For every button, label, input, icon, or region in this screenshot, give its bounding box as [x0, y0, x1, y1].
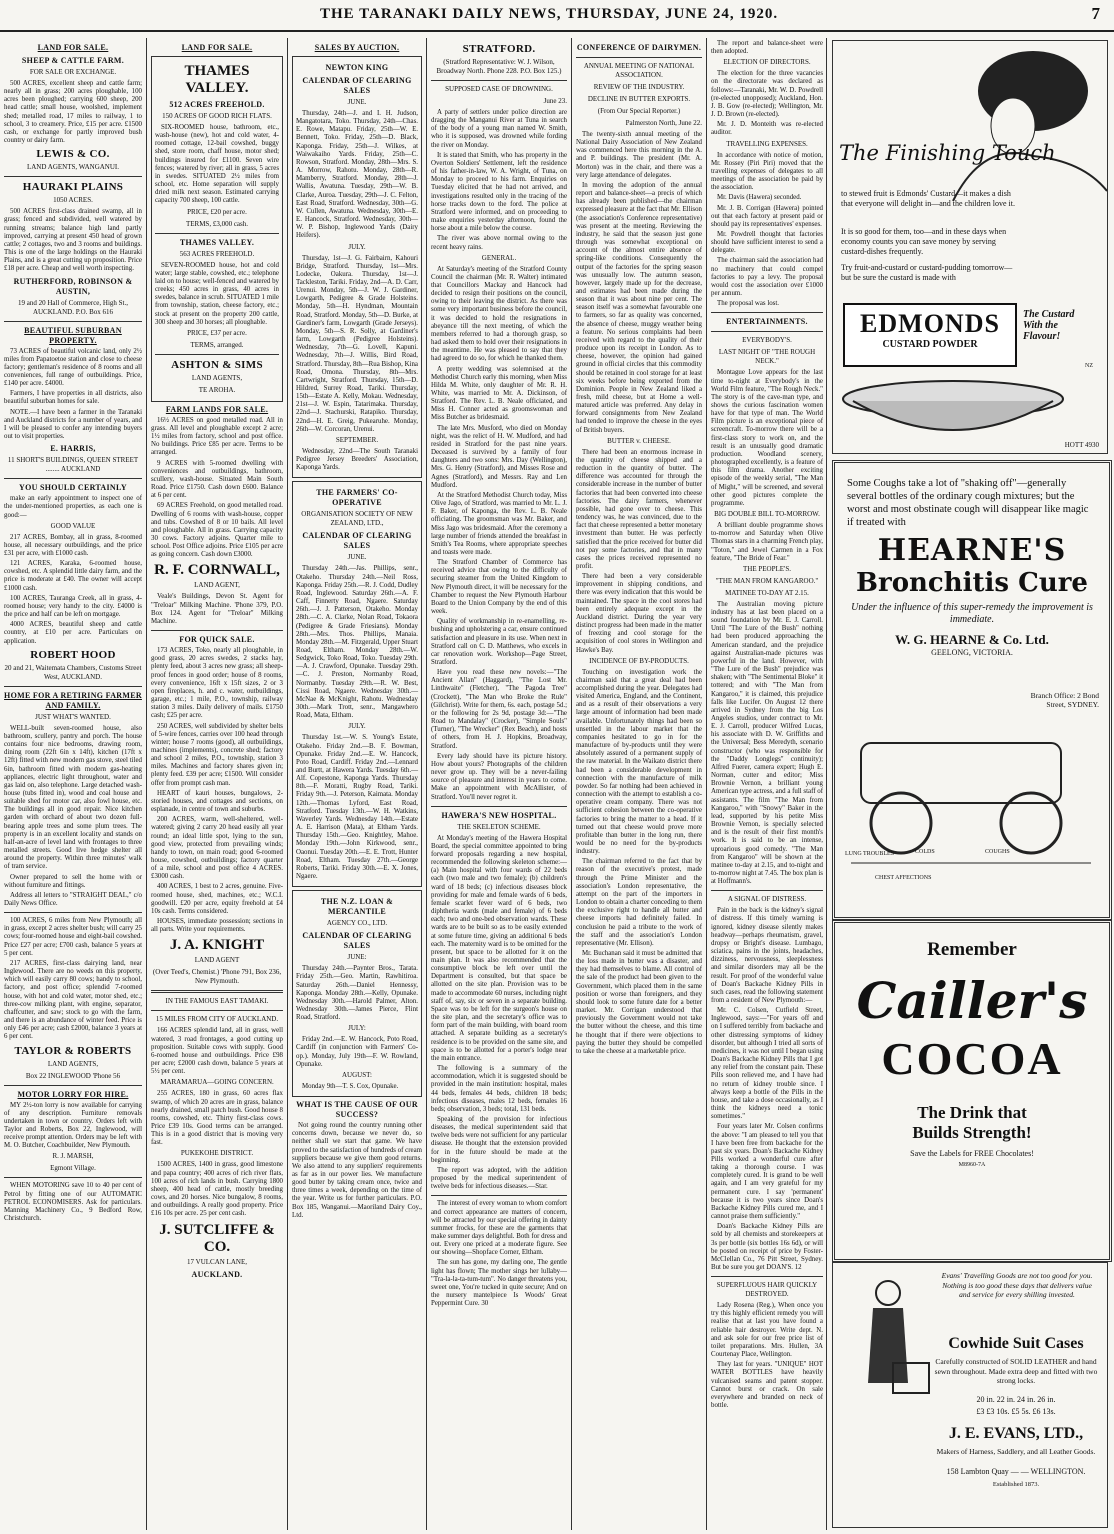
listing: 100 ACRES, Tauranga Creek, all in grass, 4-roomed house; very handy to the city. £4000 is the price and half can be left on mortgage. [4, 594, 142, 619]
ad-headline: The Finishing Touch [839, 141, 1056, 165]
hearne-advert [832, 460, 1112, 920]
ad-subheading: JUST WHAT'S WANTED. [35, 712, 111, 721]
sales-list: Thursday, 24th—J. and I. H. Judson, Mangatotara, Toko. Thursday, 24th—Chas. E. Rowe, Matapu. Friday, 25th—W. E. Bennett, Toko. Friday, 25th—D. Black, Kaponga. Friday, 25th—J. Wilkes, at Waiwakaiho Yards. Friday, 25th—C. Rowson, Stratford. Monday, 28th—Mrs. S. A. Morrow, Rahotu. Monday, 28th—R. Mamberry, Stratford. Monday, 28th—J. Wallis, Awatuna. Tuesday, 29th—W. B. Clarke, Auroa. Tuesday, 29th—J. C. Felton, East Road, Stratford. Wednesday, 30th—G. W. Cullen, Awatuna. Wednesday, 30th—E. E. Hancock, Stratford. Wednesday, 30th—W. P. Bishop, Inglewood Yards (Dairy Heifers). [296, 110, 418, 240]
ad-body: Farmers, I have properties in all districts, also beautiful suburban homes for sale. [4, 390, 142, 406]
paragraph: A brilliant double programme shows to-morrow and Saturday when Olive Thomas stars in a charming French play, "Toton," and Jewel Carmen in a Fox feature, "The Bride of Fear." [711, 522, 823, 562]
sales-list: Monday 9th—T. S. Cox, Opunake. [302, 1082, 399, 1090]
paragraph: It is stated that Smith, who has property in the Overton Soldiers' Settlement, left the residence of his father-in-law, W. A. Wright, of Tuna, on Monday to proceed to his farm. Enquiries on Tuesday elicited that he had not arrived, and investigations resulted only in the tracing of the horse tracks down to the ford. The police at Stratford were informed, and on proceeding to make enquiries yesterday afternoon, found the horse about a mile below the course. [431, 151, 567, 233]
auctioneer-sub: AGENCY CO., LTD. [326, 919, 388, 928]
calendar-heading: CALENDAR OF CLEARING SALES [302, 931, 412, 951]
terms: TERMS, £3,000 cash. [185, 219, 249, 228]
brand-name: Cailler's [856, 971, 1088, 1030]
calendar-heading: CALENDAR OF CLEARING SALES [302, 76, 412, 95]
illustration-label: COLDS [915, 849, 935, 855]
paragraph: The following is a summary of the accommodation, which it is suggested should be provided in the main institution: hospital, males 44 beds, females 44 beds, children 18 beds; infectious diseases, males 12 beds, females 16 beds; observation, 3 beds; total, 131 beds. [431, 1065, 567, 1113]
ad-tagline: The Custard With the Flavour! [1023, 309, 1075, 342]
ad-body: Carefully constructed of SOLID LEATHER and hand sewn throughout. Made extra deep and fitted with two strong locks. [934, 1357, 1098, 1385]
month-label: JUNE: [347, 953, 367, 962]
paragraph: The Australian moving picture industry has at last been placed on a sound foundation by Mr. E. J. Carroll. Until "The Lure of the Bush" nothing had been produced approaching the American standard, and the prejudice against Australian-made pictures was powerful in the land. However, with "The Lure of the Bush" prejudice was shaken; with "The Sentimental Bloke" it tottered; and with "The Man from Kangaroo," it is claimed, this prejudice falls like Lucifer. On August 12 there arrived in Sydney from the big Los Angeles studios, under contract to Mr. E. J. Carroll, producer Wilfred Lucas, his associate with D. W. Griffiths and the Universal; Bess Meredyth, scenario constructor (who was responsible for the "Daddy Longlegs" continuity); Alfred Fuerer, camera expert; Hugh E. Norman, cutter and editor; Miss Brownie Vernon, a brilliant young American type actress, and a full staff of assistants. The film "The Man from Kangaroo," with "Snowy" Baker in the lead, supported by his petite Miss Brownie Vernon, is specially selected and is the result of their first month's work. It is said to be an intense, uproarious good comedy. "The Man from Kangaroo" will be shown at the matinee to-day at 2.15, and to-night and to-morrow night at 7.45. The box plan is at Hoffmann's. [711, 600, 823, 886]
month-label: JULY: [348, 1024, 366, 1033]
ad-body: to stewed fruit is Edmonds' Custard—it makes a dish that everyone will delight in—and the children love it. [841, 189, 1015, 208]
agent-sub: 20 and 21, Waitemata Chambers, Customs Street West, AUCKLAND. [4, 663, 142, 681]
product-name: Bronchitis Cure [856, 568, 1088, 598]
price: PRICE, £37 per acre. [187, 328, 247, 337]
dateline: June 23. [543, 97, 567, 105]
ad-tagline: The Drink that [917, 1103, 1027, 1122]
terms: TERMS, arranged. [190, 340, 244, 349]
paragraph: Have you read these new novels:—"The Ancient Allan" (Haggard), "The Lost Mr. Linthwaite" (Fletcher), "The Pagoda Tree" (Crockett), "The Man who Broke the Rule" (Gilchrist). Write for them, 6s. each, postage 5d.; or the following for 2s 9d, postage 3d:—"The Road to Mandalay" (Crocker), "Simple Souls" (Turner), "The Wrecker" (Rex Beach), and hosts of others, from H. J. Hopkins, Broadway, Stratford. [431, 669, 567, 750]
ad-body: 500 ACRES first-class drained swamp, all in grass; fenced and subdivided, well watered by running streams; balance high land partly improved, carrying at present 450 head of grown cattle; 2 cottages, two and 3 rooms and buildings. This is one of the large holdings on the Hauraki Plains, and is a great cutting up proposition. Price £18 per acre. Cheap and well worth inspecting. [4, 208, 142, 273]
column-rule [571, 38, 572, 1530]
sales-list: Friday 2nd.—E. W. Hancock, Poto Road, Cardiff (in conjunction with Farmers' Co-op.). Monday, July 19th—F. W. Rowland, Opunake. [296, 1036, 418, 1068]
listing: 1500 ACRES, 1400 in grass, good limestone and papa country; 400 acres of rich river flats, 100 acres of rich lands in bush. Carrying 1800 sheep, 400 head of cattle, mostly breeding cows, and 20 horses. Nice bungalow, 8 rooms, and outbuildings. A really good property. Price £16 10s per acre. 25 per cent cash. [151, 1161, 283, 1218]
month-label: SEPTEMBER. [335, 435, 379, 444]
paragraph: Mr. Davis (Hawera) seconded. [717, 194, 802, 202]
sales-list: Thursday 1st.—W. S. Young's Estate, Otakeho. Friday 2nd.—B. F. Bowman, Opunake. Friday 2nd.—E. W. Hancock, Poto Road, Cardiff. Friday 2nd.—Lennard and Burtt, at Hawera Yards. Tuesday 6th.—Alf. Copestone, Kaponga Yards. Thursday 8th.—F. Moratti, Rugby Road, Tariki. Friday 9th.—J. Peterson, Kaimata. Monday 12th.—Thomas Lyford, East Road, Stratford. Tuesday 13th.—W. H. Watkins, Waverley Yards. Wednesday 14th.—Estate A. E. Harrison (Mata), at Eltham Yards. Thursday 15th.—Geo. Knightley, Mahoe. Monday 19th.—John Kirkwood, senr., Oaonui. Tuesday 20th.—E. E. Trott, Hunter Road, Eltham. Tuesday 27th.—George Roberts, Tariki. Friday 30th.—E. X. Jones, Ngaere. [296, 734, 418, 881]
company-name: W. G. HEARNE & Co. Ltd. [895, 632, 1049, 647]
agent-name: R. F. CORNWALL, [154, 562, 280, 579]
paragraph: Mr. C. Colsen, Cutfield Street, Inglewood, says:—"For years off and on I suffered terribly from backache and other distressing symptoms of kidney disorder, but although I tried all sorts of medicines, it was not until I began using Doan's Backache Kidney Pills that I got any relief from the constant pain. These Pills soon relieved me, and I have had no return of kidney trouble since. I always keep a bottle of the Pills in the house, and take a dose occasionally, as I think the kidneys need a tonic sometimes." [711, 1007, 823, 1121]
branch-office: Branch Office: 2 Bond Street, SYDNEY. [1030, 691, 1099, 709]
article-subheading: ANNUAL MEETING OF NATIONAL ASSOCIATION. [583, 62, 695, 79]
paragraph: At Monday's meeting of the Hawera Hospital Board, the special committee appointed to bring forward proposals regarding a new hospital, recommended the following skeleton scheme:—(a) Main hospital with four wards of 22 beds each (two male and two female); (b) children's ward of 18 beds; (c) infectious diseases block providing for male and female wards of 6 beds, female scarlet fever ward of 6 beds, two diphtheria wards (male and female) of 6 beds each; two and one-bed observation wards. These wards are to be built so as to be easily extended at some future time, giving an additional 6 beds each. The maternity ward is to be omitted for the present, but space to be allotted for it on the main plan. It was also recommended that the consumptive block be left over until the Department is consulted, but that space be allotted on the site plan. Provision was to be made to accommodate 60 nurses, including night staff of, say, six or seven in a separate building. Space was to be left for the surgeon's house on the site plan, and the secretary's office was to form part of the main building, with board room attached. A separate building as a secretary's residence is to be provided on the same site, and space is to be allotted for a porter's lodge near the main entrance. [431, 834, 567, 1062]
ad-heading: THAMES VALLEY. [184, 63, 250, 96]
edmonds-advert [832, 40, 1108, 454]
paragraph: The Stratford Chamber of Commerce has received advice that owing to the difficulty of securing steamer from the United Kingdom to New Plymouth direct, it will be necessary for the Chamber to request the New Plymouth Harbour Board to the Union Company by the end of this week. [431, 559, 567, 616]
edmonds-box [843, 303, 1017, 367]
agent-sub: LAND AGENT, [194, 581, 240, 590]
month-label: JULY. [348, 242, 366, 251]
paragraph: The late Mrs. Musford, who died on Monday night, was the relict of H. W. Mudford, and had resided in Stratford for the past nine years. Deceased is survived by a family of four daughters and two sons: Mrs. Day (Wellington), Mrs. G. Henry (Stratford), and Misses Rose and Agnes (Stratford), and Messrs. Ray and Len Mudford. [431, 424, 567, 489]
article-subheading: LAST NIGHT OF "THE ROUGH NECK." [718, 348, 816, 366]
ad-tagline: Builds Strength! [912, 1123, 1032, 1142]
month-label: JUNE. [347, 98, 367, 106]
ad-subheading: 1050 ACRES. [53, 196, 93, 205]
article-subheading: BIG DOUBLE BILL TO-MORROW. [714, 510, 820, 519]
company-name: J. E. EVANS, LTD., [948, 1425, 1084, 1442]
month-label: AUGUST: [342, 1070, 372, 1079]
paragraph: The proposal was lost. [717, 300, 780, 308]
article-heading: HAWERA'S NEW HOSPITAL. [441, 810, 557, 820]
cailler-cocoa-advert [832, 920, 1112, 1262]
ad-body: It is so good for them, too—and in these days when economy counts you can save money by serving custard-dishes frequently. [841, 227, 1007, 256]
agent-name: ASHTON & SIMS [171, 358, 263, 371]
section-heading: LAND FOR SALE. [181, 43, 253, 52]
ad-subheading: GOOD VALUE [50, 521, 96, 530]
listing: 16½ ACRES on good metalled road. All in grass. All level and ploughable except 2 acre; 1½ miles from factory, school and post office. No buildings. Price £85 per acre. Terms to be arranged. [151, 416, 283, 457]
listing: 250 ACRES, well subdivided by shelter belts of 5-wire fences, carries over 100 head through winter; house 7 rooms (good), all outbuildings, machines (implements), concrete shed; factory and school 2 miles, P.O., township, station 3 miles. Machines and factory shares given in; plenty feed. £39 per acre; £1500. Will consider offer from prompt cash man. [151, 722, 283, 787]
agent-sub: LAND AGENT [194, 956, 240, 965]
auctioneer-name: THE N.Z. LOAN & MERCANTILE [320, 897, 394, 917]
listing: 255 ACRES, 180 in grass, 60 acres flax swamp, of which 20 acres are in grass, balance nearly drained, small patch bush. Good house 8 rooms, cowshed, etc. Thirty first-class cows. Price £39 10s. Good terms can be arranged. This is in a good district that is moving very fast. [151, 1090, 283, 1147]
paragraph: The report was adopted, with the addition proposed by the medical superintendent of twelve beds for infectious diseases.—Star. [431, 1166, 567, 1191]
auctioneer-sub: ORGANISATION SOCIETY OF NEW ZEALAND, LTD., [301, 510, 413, 528]
month-label: JULY. [348, 722, 366, 731]
article-subheading: A SIGNAL OF DISTRESS. [727, 895, 807, 904]
illustration-label: CHEST AFFECTIONS [875, 875, 932, 881]
ad-body: MY 2½-ton lorry is now available for carrying of any description. Furniture removals undertaken in town or country. Orders left with Taylor and Roberts, Box 22, Inglewood, will receive prompt attention. Orders may be left with M. O. Butcher, Coachbuilder, New Plymouth. [4, 1101, 142, 1150]
paragraph: The interest of every woman to whom comfort and correct appearance are matters of concern, will be attracted by our special offering in dainty summer frocks, for these are the garments that make summer days delightful. Both for dress and out. Every one priced at a moderate figure. See our showing—Shopface Corner, Eltham. [431, 1200, 567, 1257]
agent-sub: Egmont Village. [50, 1164, 96, 1173]
agent-name: E. HARRIS, [50, 444, 96, 454]
article-subheading: ELECTION OF DIRECTORS. [723, 58, 811, 67]
agent-sub: TE AROHA. [198, 385, 236, 394]
motor-car-illustration-icon [841, 713, 1101, 883]
column-rule [287, 38, 288, 1530]
byline: (Stratford Representative: W. J. Wilson, Broadway North. Phone 228. P.O. Box 125.) [436, 58, 562, 75]
paragraph: In accordance with notice of motion, Mr. Rossey (Piri Piri) moved that the travelling expenses of delegates to all meetings of the association be paid by the association. [711, 151, 823, 192]
auctioneer-name: THE FARMERS' CO-OPERATIVE [316, 488, 398, 508]
listing: 9 ACRES with 5-roomed dwelling with conveniences and outbuildings, bathroom, scullery, wash-house. Situated Main South Road. Price £1750. Cash down £600. Balance at 6 per cent. [151, 459, 283, 500]
ad-heading: MOTOR LORRY FOR HIRE. [17, 1089, 129, 1099]
ad-heading: HOME FOR A RETIRING FARMER AND FAMILY. [4, 690, 142, 710]
ad-body: Address all letters to "STRAIGHT DEAL," c/o Daily News Office. [4, 891, 142, 907]
article-heading: CONFERENCE OF DAIRYMEN. [576, 43, 702, 52]
paragraph: In moving the adoption of the annual report and balance-sheet—a precis of which has already been published—the chairman expressed pleasure at the fact that Mr. Ellison (the association's Conference representative) was present at the meeting. Reviewing the industry, he said that the season just gone through was somewhat exceptional on account of the almost entire absence of spring-like conditions. Consequently the output of the factories for the spring season was unusually low. The autumn season, however, largely made up for the decrease, and estimates had been made during the season that it was about nine per cent. The season itself was a somewhat favourable one to farmers, so far as quality was concerned, the absence of cheese, muggy weather being a feature. No serious complaints had been received with regard to the quality of their produce upon its receipt in London. As to cheese, however, the opinion had gained ground in official circles that this commodity should be retained in cool storage for at least six weeks before being exported from the Dominion. People in New Zealand liked a fresh, mild cheese, but at Home a well-matured article was preferred. Any delay in forward consignments from New Zealand had tended to improve the cheese in the eyes of British buyers. [576, 181, 702, 434]
column-rule [706, 38, 707, 1530]
article-heading: STRATFORD. [462, 43, 536, 55]
ad-subheading: 15 MILES FROM CITY OF AUCKLAND. [155, 1015, 279, 1024]
ad-body: SEVEN-ROOMED house, hot and cold water; large stable, cowshed, etc.; telephone laid on to house; well-fenced and watered by creeks; 450 acres in grass, 40 acres in swedes, balance in scrub. SITUATED 1 mile from township, station, cheese factory, etc.; stock at present on the property 200 cattle, 300 sheep and 30 horses; all ploughable. [155, 261, 279, 326]
column-rule [426, 38, 427, 1530]
byline: (From Our Special Reporter.) [597, 107, 681, 115]
ad-body: Some Coughs take a lot of "shaking off"—generally several bottles of the ordinary cough mixtures; but the worst and most obstinate cough will disappear like magic if treated with [847, 478, 1089, 528]
ad-body: WELL-built seven-roomed house, also bathroom, scullery, pantry and porch. The house contains four nice bedrooms, drawing room, dining room (22ft 6in x 14ft), kitchen (17ft x 12ft) fitted with new modern gas stove, steel tiled 6in, bathroom fitted with modern gas-heating appliances, electric light throughout, water and gas laid on, also telephone. Large detached wash-house (tubs fitted in), wood and coal house and suitable shed for motor car, also fowl house, etc. The buildings all in good repair. Nice kitchen garden with orchard of about two dozen full-bearing apple trees and some plum trees. The property is in an excellent locality and stands on half-an-acre of level land with frontages to three metalled streets. Good live hedge shelter all around the property. Within three minutes' walk of tram service. [4, 724, 142, 871]
listing: 400 ACRES, 1 best to 2 acres, genuine. Five-roomed house, shed, machines, etc.; W.C.I. goodwill. £20 per acre, equity freehold at £4 10s cash. Terms considered. [151, 883, 283, 915]
agent-name: J. A. KNIGHT [169, 937, 265, 954]
traveller-illustration-icon [843, 1273, 933, 1423]
company-address: 158 Lambton Quay — — WELLINGTON. [946, 1467, 1086, 1476]
ad-body: Not going round the country running other concerns down, because we never do, so neither shall we start that game. We have proved to the satisfaction of hundreds of cream suppliers because we give them good returns. We also attend to any suppliers' requirements as far as in our power lies. We manufacture good butter by taking cream once, twice and three times a week, depending on the time of the year. Write us for further particulars. P.O. Box 185, Wanganui.—Maoriland Dairy Coy., Ltd. [292, 1122, 422, 1219]
evans-suitcase-advert [832, 1262, 1108, 1528]
paragraph: There had been a very considerable improvement in shipping conditions, and there was every indication that this would be maintained. The space in the cool stores had been entirely adequate except in the Auckland district. During the year very distinct progress had been made in the matter of freezing and cool storage for the acquisition of cool stores in Wellington and Hawke's Bay. [576, 573, 702, 654]
product-name: COCOA [881, 1033, 1063, 1084]
brand-sub: CUSTARD POWDER [882, 339, 978, 350]
ad-body: Veale's Buildings, Devon St. Agent for "Treloar" Milking Machine. 'Phone 379, P.O. Box 124. Agent for "Treloar" Milking Machine. [151, 593, 283, 625]
section-heading: SALES BY AUCTION. [314, 43, 400, 52]
ad-code: HOTT 4930 [1064, 441, 1099, 449]
ad-body: Owner prepared to sell the home with or without furniture and fittings. [4, 873, 142, 889]
paragraph: The chairman referred to the fact that by reason of the executive's protest, made through the Prime Minister and the association's London representative, the attempt on the part of the importers in London to obtain a charter conceding to them the exclusive right to handle all butter and cheese imports had definitely failed. In conclusion he paid a tribute to the work of the staff and the association's London representative (Mr. Ellison). [576, 858, 702, 947]
woman-illustration-icon [833, 41, 1107, 201]
listing: 173 ACRES, Toko, nearly all ploughable, in good grass, 20 acres swedes, 2 stacks hay, plenty feed, about 3 acres new grass; all sheep-proof fences in good order; house of 8 rooms, every convenience, 16ft x 15ft sizes, 2 or 3 open fireplaces, h. and c. water, outbuildings, garage, etc.; 1 mile, P.O., township, railway station 3 miles. Daily delivery of mails. £1750 cash; £25 per acre. [151, 647, 283, 720]
article-subheading: MATINEE TO-DAY AT 2.15. [725, 588, 809, 597]
paragraph: Mr. Powdrell thought that factories should have sufficient interest to send a delegate. [711, 230, 823, 255]
listing: HOUSES, immediate possession; sections in all parts. Write your requirements. [151, 918, 283, 934]
paragraph: The chairman said the association had no machinery that could compel factories to pay a levy. The proposal would cost the association over £1000 per annum. [711, 257, 823, 298]
paragraph: A party of settlers under police direction are dragging the Manganui River at Tuna in search of the body of a young man named W. Smith, who it is supposed, was drowned while fording the river on Monday. [431, 109, 567, 149]
section-heading: LAND FOR SALE. [37, 43, 109, 52]
ad-heading: BEAUTIFUL SUBURBAN PROPERTY. [24, 325, 122, 345]
ad-heading: FARM LANDS FOR SALE. [165, 404, 269, 414]
agent-name: LEWIS & CO. [36, 148, 110, 161]
article-subheading: BUTTER v. CHEESE. [607, 436, 671, 445]
article-subheading: GENERAL. [481, 253, 517, 262]
newspaper-title: THE TARANAKI DAILY NEWS, THURSDAY, JUNE 24, 1920. [320, 6, 779, 22]
auctioneer-name: NEWTON KING [325, 63, 389, 72]
listing: 121 ACRES, Karaka, 6-roomed house, cowshed, etc. A splendid little dairy farm, and the price is moderate at £40. The owner will accept £1000 cash. [4, 560, 142, 592]
paragraph: Mr. J. B. Corrigan (Hawera) pointed out that each factory at present paid or should pay its representatives' expenses. [711, 204, 823, 228]
ad-body: WHEN MOTORING save 10 to 40 per cent of Petrol by fitting one of our AUTOMATIC PETROL ECONOMISERS. Ask for particulars. Manning Machinery Co., 9 Bedford Row, Christchurch. [4, 1182, 142, 1223]
agent-sub: 19 and 20 Hall of Commerce, High St., AUCKLAND. P.O. Box 616 [17, 298, 129, 316]
ad-code: Established 1873. [992, 1481, 1040, 1488]
listing: 200 ACRES, warm, well-sheltered, well-watered; giving 2 carry 20 head easily all year round; an ideal little spot, lying to the sun, good view, protected from prevailing winds; handy to town, on main road; good 6-roomed house, cowshed, outbuildings; factory quarter of a mile, school and post office 4 ACRES. £3000 cash. [151, 816, 283, 881]
verse: The sun has gone, my darling one, The gentle light has flown; The mother sings her lullaby— "Tra-la-la-ta-tum-tum". No danger threatens you, sweet one, You're tucked in quite secure; And on the nursery mantelpiece Is Woods' Great Peppermint Cure. 30 [431, 1259, 567, 1308]
ad-subline: Under the influence of this super-remedy the improvement is immediate. [851, 602, 1093, 625]
paragraph: A pretty wedding was solemnised at the Methodist Church early this morning, when Miss Hilda M. White, only daughter of Mr. R. H. White, was married to Mr. A. Dickinson, of Stratford. The Rev. L. B. Neale officiated, and Miss H. Conner acted as groomswoman and Miss Butcher as bridesmaid. [431, 365, 567, 422]
article-subheading: EVERYBODY'S. [742, 336, 792, 345]
agent-sub: AUCKLAND. [191, 1269, 243, 1279]
paragraph: The election for the three vacancies on the directorate was declared as follows:—Taranaki, Mr. W. D. Powdrell (re-elected unopposed); Auckland, Hon. J. B. Gow (re-elected); Wellington, Mr. J. D. Brown (re-elected). [711, 70, 823, 119]
column-2 [151, 40, 283, 1530]
ad-heading: YOU SHOULD CERTAINLY [19, 483, 127, 493]
ad-body: Try fruit-and-custard or custard-pudding tomorrow—but be sure the custard is made with [841, 263, 1013, 282]
paragraph: The report and balance-sheet were then adopted. [711, 40, 823, 56]
listing: HEART of kauri houses, bungalows, 2-storied houses, and cottages and sections, on esplanade, in centre of town and suburbs. [151, 789, 283, 814]
article-subheading: THE PEOPLE'S. [743, 564, 791, 573]
paragraph: Mr. Buchanan said it must be admitted that the loss made in butter was a disaster, and they had themselves to blame. All control of the sale of the product had been given to the Government, which placed them in the same position or worse than foreigners, and they should look to some future date for a better market. Mr. Corrigan understood that previously the Government would not take the butter without the cheese, and this time he thought that if there were objections to paying the butter they should be compelled to take the cheese at a marketable price. [576, 950, 702, 1055]
brand-name: EDMONDS [860, 309, 1000, 338]
agent-sub: 11 SHORT'S BUILDINGS, QUEEN STREET ........ AUCKLAND [7, 456, 139, 474]
paragraph: The twenty-sixth annual meeting of the National Dairy Association of New Zealand was commenced here this morning in the A. and P. buildings. The president (Mr. A. Morton) was in the chair, and there was a very large attendance of delegates. [576, 131, 702, 179]
paragraph: Speaking of the provision for infectious diseases, the medical superintendent said that twelve beds were not sufficient for any particular disease. He thought that the extension provided for in the future should be made at the beginning. [431, 1115, 567, 1164]
sales-list: Thursday 24th.—Paynter Bros., Tarata. Friday 25th.—Geo. Martin, Rawhitiroa. Saturday 26th.—Daniel Hennessy, Kaponga. Monday 28th.—Kelly, Opunake. Wednesday 30th.—Harold Palmer, Alton. Wednesday 30th.—James Pierce, Flint Road, Stratford. [296, 965, 418, 1022]
paragraph: At Saturday's meeting of the Stratford County Council the chairman (Mr. R. Walter) intimated that Councillors Mackay and Hancock had decided to resign their positions on the council, owing to their leaving the district. As there was some very important business before the council, it was decided to hold the resignations in abeyance till the next meeting, of which the members referred to had a thorough grasp, so had asked them to hold over their resignations in the meantime. He was pleased to say that they had agreed to do so, for which he thanked them. [431, 265, 567, 363]
month-label: JUNE. [347, 553, 367, 562]
paragraph: Lady Rosena (Reg.), When once you try this highly efficient remedy you will realise that at last you have found a reliable hair destroyer. Write dept. N. and ask sole for our free price list of toilet preparations. Mrs. Hullen, 3A Courtenay Place, Wellington. [711, 1302, 823, 1359]
ad-subheading: 563 ACRES FREEHOLD. [179, 249, 255, 258]
illustration-label: COUGHS [985, 849, 1010, 855]
ad-headline: Remember [927, 939, 1017, 960]
agent-sub: Box 22 INGLEWOOD 'Phone 56 [25, 1071, 121, 1080]
agent-sub: LAND AGENTS, [191, 373, 243, 382]
ad-body: 73 ACRES of beautiful volcanic land, only 2½ miles from Papatoetoe station and close to cheese factory; gentleman's residence of 8 rooms and all conveniences, full range of outbuildings. Price, £140 per acre. £4000. [4, 347, 142, 388]
agent-name: ROBERT HOOD [30, 648, 116, 661]
ad-body: 500 ACRES, excellent sheep and cattle farm; nearly all in grass; 200 acres ploughable, 100 acres been ploughed; carrying 600 sheep, 200 head cattle; small house, woolshed, implement shed; metalled road, 17 miles to railway, 1 to school, 3 to creamery. Price, £15 per acre. £1500 cash, or exchange for partly improved bush country or dairy farm. [4, 80, 142, 145]
column-3 [292, 40, 422, 1530]
column-rule [826, 38, 827, 1530]
agent-sub: (Over Teed's, Chemist.) 'Phone 791, Box 236, New Plymouth. [152, 968, 282, 986]
paragraph: Pain in the back is the kidney's signal of distress. If this timely warning is ignored, kidney disease silently makes headway—perhaps rheumatism, gravel, dropsy or Bright's disease. Lumbago, sciatica, pains in the joints, headaches, dizziness, nervousness, sleeplessness and similar disorders may all be the result. For proof of the wonderful value of Doan's Backache Kidney Pills in such cases, read the following statement from a resident of New Plymouth:— [711, 907, 823, 1004]
paragraph: At the Stratford Methodist Church today, Miss Olive Jago, of Stratford, was married to Mr. L. J. F. Baker, of Kaponga, the Rev. L. B. Neale officiating. The groomsman was Mr. Baker, and Miss Jago was bridesmaid. After the ceremony a large number of friends attended the breakfast in Smith's Tea Rooms, where appropriate speeches and toasts were made. [431, 491, 567, 556]
illustration-label: LUNG TROUBLES [845, 851, 895, 857]
ad-body: Makers of Harness, Saddlery, and all Leather Goods. [936, 1447, 1096, 1456]
paragraph: Doan's Backache Kidney Pills are sold by all chemists and storekeepers at 3s per bottle (six bottles 16s 6d), or will be posted on receipt of price by Foster-McClellan Co., 76 Pitt Street, Sydney. But be sure you get DOAN'S. 12 [711, 1223, 823, 1271]
ad-subheading: FOR SALE OR EXCHANGE. [29, 68, 117, 76]
ad-subheading: 512 ACRES FREEHOLD. [169, 100, 265, 109]
article-subheading: DECLINE IN BUTTER EXPORTS. [587, 95, 691, 103]
ad-subheading: 150 ACRES OF GOOD RICH FLATS. [162, 112, 272, 120]
ad-body: NOTE.—I have been a farmer in the Taranaki and Auckland districts for a number of years, and I will be pleased to confer any intending buyers out to visit properties. [4, 408, 142, 441]
size-list: 20 in. 22 in. 24 in. 26 in. [976, 1395, 1056, 1404]
agent-name: TAYLOR & ROBERTS [14, 1044, 132, 1057]
dateline: Palmerston North, June 22. [625, 119, 702, 127]
paragraph: Four years later Mr. Colsen confirms the above: "I am pleased to tell you that I have been free from backache for the past six years. Doan's Backache Kidney Pills worked a wonderful cure after taking a thorough course. I was completely cured. It is grand to be well again, and I am very grateful for my permanent cure. I say 'permanent' because it is two years since Doan's Backache Kidney Pills cured me, and I cannot praise them sufficiently." [711, 1123, 823, 1221]
article-subheading: SUPPOSED CASE OF DROWNING. [445, 85, 553, 93]
paragraph: Mr. J. D. Monteith was re-elected auditor. [711, 121, 823, 137]
company-town: GEELONG, VICTORIA. [931, 648, 1013, 657]
agent-name: RUTHERFORD, ROBINSON & AUSTIN, [13, 276, 133, 296]
listing: 100 ACRES, 6 miles from New Plymouth; all in grass, except 2 acres shelter bush; will carry 25 cows; four-roomed house and eight-bail cowshed. Price £27 per acre; £700 cash, balance 5 years at 5 per cent. [4, 917, 142, 957]
sales-list: Thursday, 1st—J. G. Fairbairn, Kahouri Bridge, Stratford. Thursday, 1st—Mrs. Lodecke, Oakura. Thursday, 1st—J. Tackleston, Tariki. Friday, 2nd—A. D. Carr, Urenui. Monday, 5th—J. W. J. Gardiner, Lowgarth, Pedigree & Grade Holsteins. Monday, 5th—H. Hyndman, Mountain Road, Stratford. Monday, 5th—D. Burke, at Gardiner's farm, Lowgarth (Grade Jerseys). Monday, 5th—S. R. Solly, at Gardiner's farm, Lowgarth (Pedigree Holsteins). Wednesday, 7th—G. Lovell, Kapuni. Wednesday, 7th—J. Willis, Bird Road, Stratford. Thursday, 8th—Rua Bishop, Kina Road, Omona. Thursday, 8th—Mrs. Cartwright, Stratford. Thursday, 15th—D. Hildred, Surrey Road, Tariki. Thursday, 15th—Estate A. Kelly, Mokau. Wednesday, 21st—J. W. Espin, Tatarimaka. Thursday, 22nd—J. Stachurski, Ratapiko. Thursday, 22nd—H. E. Greig, Pukearuhe. Monday, 26th—W. Corcoran, Urenui. [296, 254, 418, 433]
masthead [0, 0, 1114, 32]
column-6 [711, 40, 823, 1530]
agent-name: J. SUTCLIFFE & CO. [159, 1221, 275, 1255]
article-subheading: INCIDENCE OF BY-PRODUCTS. [589, 656, 689, 665]
paragraph: Touching on investigation work the chairman said that a great deal had been accomplished during the year. Delegates had visited America, England, and the Continent, and as a result of their observations a very large amount of information had been made available. Unfortunately things had been so unsettled in the labour market that the companies hesitated to go in for the manufacture of by-products until they were absolutely assured of a permanent supply of the raw material. In the Waikato district there had been a considerable development in connection with the manufacture of milk powder. So far nothing had been achieved in connection with the attempt to establish a co-operative cream company. There was not sufficient cohesion between the co-operative factories to bring the matter to a head. If it turned out that cheese would prove more profitable than butter in the long run, there would be no need for the by-products industry. [576, 668, 702, 856]
page-number: 7 [1091, 4, 1100, 23]
paragraph: Every lady should have its picture history. How about yours? Photographs of the children never grow up. They will be a never-failing source of pleasure and interest in years to come. Make an appointment with McAllister, of Stratford. You'll never regret it. [431, 752, 567, 801]
listing: 166 ACRES splendid land, all in grass, well watered, 3 road frontages, a good cutting up proposition. Suitable cows with supply. Good 6-roomed house and outbuildings. Price £98 per acre; £2000 cash down, balance 5 years at 5½ per cent. [151, 1027, 283, 1076]
ad-heading: HAURAKI PLAINS [22, 181, 124, 194]
ad-code: NZ [1085, 363, 1093, 369]
listing: 217 ACRES, Bombay, all in grass, 8-roomed house, all necessary outbuildings, and the price £31 per acre, with £1000 cash. [4, 533, 142, 557]
brand-name: HEARNE'S [877, 533, 1067, 568]
agent-name: R. J. MARSH, [52, 1152, 94, 1161]
article-subheading: THE SKELETON SCHEME. [457, 822, 541, 831]
sales-list: Wednesday, 22nd—The South Taranaki Pedigree Jersey Breeders' Association, Kaponga Yards. [296, 447, 418, 472]
calendar-heading: CALENDAR OF CLEARING SALES [302, 531, 412, 551]
price: PRICE, £20 per acre. [187, 207, 247, 216]
paragraph: There had been an enormous increase in the quantity of cheese shipped and a reduction in the quantity of butter. The difference was accounted for through the considerable increase in the number of butter factories that had been converted into cheese factories. The dairy farmers, whenever possible, had gone over to cheese. This tendency was, he was convinced, due to the fact that cheese represented a better monetary investment than butter. He was perfectly satisfied that the price received for butter did not pay some factories, and that in many cases the prices received represented no profit. [576, 448, 702, 570]
ad-heading: SHEEP & CATTLE FARM. [21, 56, 125, 65]
ad-code: M8960-7A [958, 1162, 986, 1168]
article-subheading: TRAVELLING EXPENSES. [726, 139, 808, 148]
listing: 69 ACRES Freehold, on good metalled road. Dwelling of 6 rooms with wash-house, copper and tubs. Cowshed of 8 or 10 bails. All level and ploughable. All in grass. Carrying capacity 30 cows. Factory adjoins. Quarter mile to school. Post Office adjoins. Price £105 per acre as going concern. Cash down £3000. [151, 502, 283, 559]
agent-sub: LAND AGENTS, WANGANUI. [26, 163, 120, 172]
paragraph: Quality of workmanship in re-enamelling, re-bushing and upholstering a car, ensure continued satisfaction and pleasure in its use. When next in Stratford call on C. D. Matthews, who excels in car renovation work. Workshop—Page Street, Stratford. [431, 618, 567, 666]
article-heading: ENTERTAINMENTS. [726, 317, 808, 327]
column-4 [431, 40, 567, 1530]
column-rule [146, 38, 147, 1530]
ad-heading: WHAT IS THE CAUSE OF OUR SUCCESS? [296, 1100, 418, 1120]
agent-sub: 17 VULCAN LANE, [187, 1257, 247, 1266]
article-subheading: REVIEW OF THE INDUSTRY. [593, 83, 685, 91]
ad-body: SIX-ROOMED house, bathroom, etc., wash-house (new), hot and cold water, 4-roomed cottage, 12-bail cowshed, buggy shed, store room, chaff house, motor shed; buildings insured for £1100. Seven wire fences; watered by river; all in grass, 5 acres in swedes. SITUATED 2½ miles from school, etc. Home separation will supply dried milk next season. Estimated carrying capacity 700 sheep, 100 cattle. [155, 124, 279, 205]
paragraph: They last for years. "UNIQUE" HOT WATER BOTTLES have heavily vulcanised seams and patent stopper. Cannot burst or crack. On sale everywhere and branded on neck of bottle. [711, 1361, 823, 1410]
ad-body: Evans' Travelling Goods are not too good for you. Nothing is too good these days that delivers value and service for every shilling invested. [941, 1271, 1093, 1299]
listing: 217 ACRES, first-class dairying land, near Inglewood. There are no weeds on this property, which will easily carry 80 cows; handy to school, factory, and post office; splendid 7-roomed house, with hot and cold water, motor shed, etc.; three-cow milking plant, with engine, separator, chaffcutter, and saw; stock to go with the farm, and there is an abundance of winter feed. Price is only £46 per acre; cash £2000, balance 3 years at 6 per cent. [4, 959, 142, 1041]
ad-headline: Cowhide Suit Cases [948, 1335, 1084, 1352]
paragraph: The river was above normal owing to the recent heavy rains. [431, 235, 567, 251]
ad-subheading: MARAMARUA—GOING CONCERN. [160, 1078, 274, 1087]
price-list: £3 £3 10s. £5 5s. £6 13s. [976, 1407, 1056, 1416]
ad-heading: THAMES VALLEY. [179, 237, 255, 247]
ad-subline: Save the Labels for FREE Chocolates! [910, 1149, 1034, 1158]
agent-sub: LAND AGENTS, [47, 1059, 99, 1068]
article-subheading: SUPERFLUOUS HAIR QUICKLY DESTROYED. [716, 1281, 818, 1299]
column-5 [576, 40, 702, 1530]
paragraph: Montague Love appears for the last time to-night at Everybody's in the World Film feature, "The Rough Neck." The story is of the cave-man type, and shows the curious fascination women have for that type of man. The World Film picture is an exceptional piece of screencraft. To-morrow there will be a first-class story to work on, and the result is an unusually good dramatic production. Woodland scenery, photographed excellently, is a feature of this film drama. Another exciting episode of the weekly serial, "The Man of Might," will be screened, and several other good pictures complete the programme. [711, 369, 823, 507]
ad-subheading: PUKEKOHE DISTRICT. [180, 1149, 254, 1158]
listing: 4000 ACRES, beautiful sheep and cattle country, at £10 per acre. Particulars on application. [4, 621, 142, 645]
column-1 [4, 40, 142, 1530]
custard-dish-icon [833, 369, 1107, 449]
article-subheading: "THE MAN FROM KANGAROO." [715, 576, 819, 585]
ad-heading: FOR QUICK SALE. [179, 635, 255, 645]
ad-heading: IN THE FAMOUS EAST TAMAKI. [165, 997, 269, 1006]
sales-list: Thursday 24th.—Jas. Phillips, senr., Otakeho. Thursday 24th.—Neil Ross, Kaponga. Friday 25th.—R. J. Codd, Dudley Road, Inglewood. Saturday 26th.—A. F. Caff, Finnerty Road, Ngaere. Saturday 26th.—J. J. Patterson, Otakeho. Monday 28th.—C. A. Clarke, Nolan Road, Tokaora (Pedigree & Grade Friesians). Monday 28th.—Mrs. Thos. Phillips, Manaia. Monday 28th.—M. Fitzgerald, Upper Stuart Road, Eltham. Monday 28th.—W. Sedgwick, Toko Road, Toko. Tuesday 29th.—A. J. Crawford, Opunake. Tuesday 29th.—C. J. Preston, Normanby Road, Normanby. Tuesday 29th.—R. W. Best, Cissi Road, Ngaere. Wednesday 30th.—McNae & McKnight, Rahotu. Wednesday 30th.—Mark Trott, senr., Mangawhero Road, Mata, Eltham. [296, 565, 418, 720]
ad-body: make an early appointment to inspect one of the under-mentioned properties, as each one is good:— [4, 495, 142, 519]
